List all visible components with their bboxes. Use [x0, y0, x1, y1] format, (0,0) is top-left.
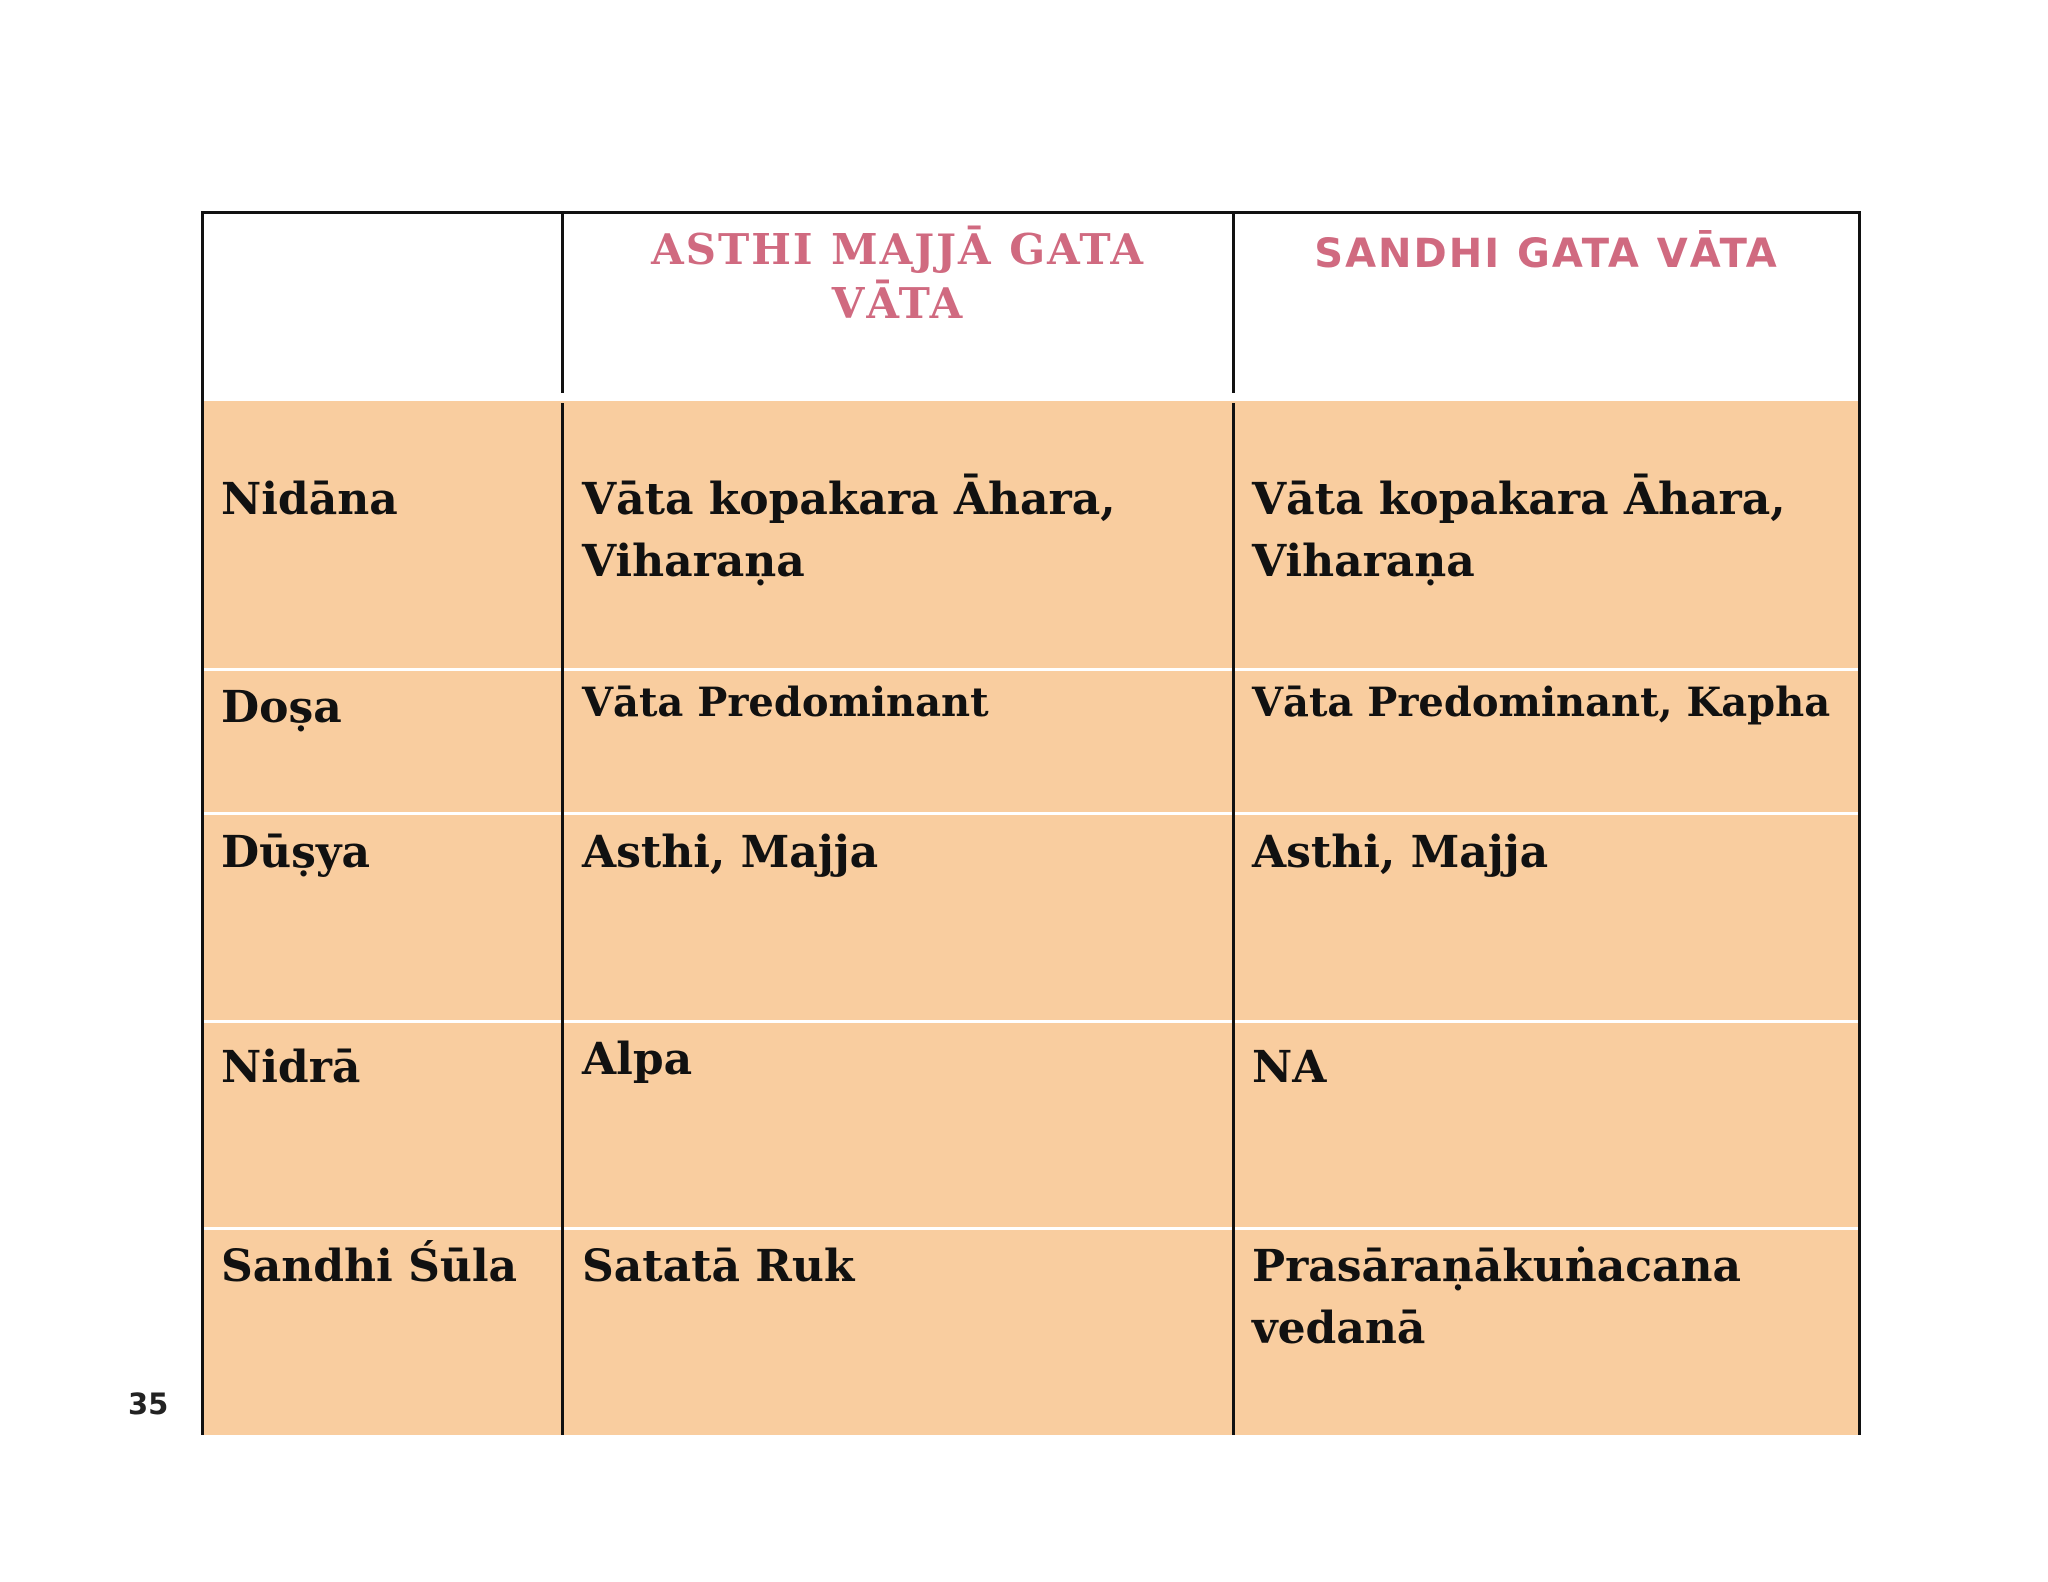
- cell-nidra-asthi: Alpa: [582, 1034, 693, 1085]
- column-rule-2: [1232, 403, 1235, 1435]
- row-label-dosa: Doṣa: [221, 682, 342, 733]
- row-separator: [201, 1020, 1861, 1023]
- table-top-rule: [201, 211, 1861, 214]
- cell-dusya-sandhi: Asthi, Majja: [1252, 827, 1549, 878]
- cell-nidana-asthi: Vāta kopakara Āhara, Viharaṇa: [582, 474, 1116, 587]
- cell-dosa-asthi: Vāta Predominant: [582, 679, 989, 726]
- table-left-rule: [201, 211, 204, 1435]
- cell-nidana-sandhi: Vāta kopakara Āhara, Viharaṇa: [1252, 474, 1786, 587]
- header-sandhi-gata-vata: SANDHI GATA VĀTA: [1314, 231, 1779, 277]
- row-label-dusya: Dūṣya: [221, 827, 370, 878]
- header-asthi-majja-gata-vata: ASTHI MAJJĀ GATA VĀTA: [651, 225, 1145, 328]
- row-separator: [201, 1227, 1861, 1230]
- row-label-sandhi-sula: Sandhi Śūla: [221, 1241, 518, 1292]
- column-rule-1: [561, 403, 564, 1435]
- comparison-table: [201, 211, 1861, 1435]
- row-separator: [201, 812, 1861, 815]
- cell-sandhi-sula-asthi: Satatā Ruk: [582, 1241, 855, 1292]
- row-separator: [201, 668, 1861, 671]
- row-label-nidra: Nidrā: [221, 1042, 361, 1093]
- table-right-rule: [1858, 211, 1861, 1435]
- cell-dusya-asthi: Asthi, Majja: [582, 827, 879, 878]
- cell-sandhi-sula-sandhi: Prasāraṇākuṅacana vedanā: [1252, 1241, 1742, 1354]
- cell-dosa-sandhi: Vāta Predominant, Kapha: [1252, 679, 1831, 726]
- row-label-nidana: Nidāna: [221, 474, 398, 525]
- cell-nidra-sandhi: NA: [1252, 1042, 1327, 1093]
- page-number: 35: [128, 1387, 169, 1421]
